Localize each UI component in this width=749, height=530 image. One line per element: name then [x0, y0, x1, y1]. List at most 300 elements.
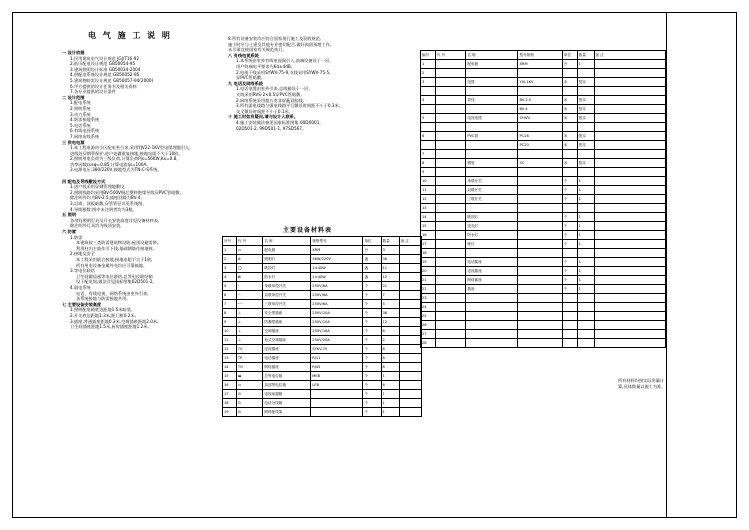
table-cell	[421, 87, 436, 96]
note-line: 1.电话电缆由室外引来,总线箱设于一层,	[236, 86, 310, 92]
table-cell: 9	[421, 168, 436, 177]
table-cell	[594, 123, 666, 132]
table-cell	[594, 285, 666, 294]
table-cell: ⊡	[236, 390, 263, 399]
table-cell	[594, 78, 666, 87]
table-cell	[594, 150, 666, 159]
table-cell	[399, 363, 421, 372]
table-row	[421, 123, 666, 132]
table-cell	[399, 327, 421, 336]
table-cell	[466, 330, 518, 339]
table-cell	[562, 339, 577, 348]
table-cell: 配电箱	[263, 246, 311, 255]
note-line: 3.等电位联结	[70, 268, 95, 274]
table-cell: 11	[421, 186, 436, 195]
table-cell	[577, 69, 594, 78]
table-row	[223, 372, 422, 381]
table-row	[421, 285, 666, 294]
note-line: 4.供配电系统设计规范 GB50052-95	[70, 72, 140, 78]
table-cell: 19	[223, 408, 237, 417]
note-line: 三 供电电源	[62, 139, 85, 145]
table-cell	[594, 213, 666, 222]
table-row	[421, 177, 666, 186]
note-line: 7.各专业提供的设计条件	[70, 89, 116, 95]
table-cell	[399, 255, 421, 264]
table-cell	[399, 291, 421, 300]
table-header-cell: 单位	[562, 51, 577, 60]
table-cell: ⊥	[236, 309, 263, 318]
table-cell: 个	[562, 258, 577, 267]
table-cell: 个	[363, 291, 381, 300]
table-cell: 电视插座	[263, 345, 311, 354]
note-line: 3.所有弱电线路与强电线路平行敷设时间距不小于0.3米,	[236, 103, 341, 109]
table-cell: 2	[421, 69, 436, 78]
note-line: 四 配电及导线敷设方式	[62, 178, 106, 184]
note-line: 1.进户线采用穿钢管埋地敷设,	[70, 184, 126, 190]
note-line: 3.建筑照明设计标准 GB50034-2004	[70, 66, 141, 72]
table-row	[421, 60, 666, 69]
table-cell	[399, 309, 421, 318]
table-cell: 12	[223, 345, 237, 354]
table-cell: 19	[421, 258, 436, 267]
table-row	[421, 186, 666, 195]
table-row	[421, 213, 666, 222]
table-cell	[435, 213, 466, 222]
note-line: 1.防雷	[70, 234, 83, 240]
table-cell	[518, 222, 562, 231]
table-cell	[518, 285, 562, 294]
table-cell: 36	[381, 309, 399, 318]
table-cell: 6	[223, 291, 237, 300]
table-cell: 个	[562, 186, 577, 195]
table-cell: 4	[421, 96, 436, 105]
table-cell: 导线	[466, 96, 518, 105]
table-cell	[399, 318, 421, 327]
table-cell	[594, 69, 666, 78]
table-cell: BV-2.5	[518, 96, 562, 105]
table-cell: 1	[577, 60, 594, 69]
table-cell	[518, 330, 562, 339]
table-cell: 按实	[577, 78, 594, 87]
table-cell	[518, 258, 562, 267]
note-line: 除注明外灯具均为吸顶安装。	[70, 223, 125, 229]
table-cell	[466, 69, 518, 78]
table-cell: 个	[562, 276, 577, 285]
table-cell: 电话插座	[466, 258, 518, 267]
table-cell: 1	[577, 213, 594, 222]
table-cell	[518, 87, 562, 96]
table-cell	[577, 204, 594, 213]
table-cell	[421, 123, 436, 132]
note-line: 3.沿墙、顶板暗敷,穿管管径详见系统图。	[70, 201, 147, 207]
table-cell	[399, 273, 421, 282]
table-cell: 1	[421, 60, 436, 69]
table-cell: 插座	[466, 285, 518, 294]
table-cell: 9	[223, 318, 237, 327]
table-cell: ⊥	[236, 336, 263, 345]
table-cell: 防水灯	[263, 273, 311, 282]
table-cell	[435, 114, 466, 123]
table-cell: 个	[363, 399, 381, 408]
table-row	[223, 246, 422, 255]
table-cell	[594, 294, 666, 303]
table-cell: 1	[381, 399, 399, 408]
note-line: 利用柱内主筋作引下线,基础钢筋作接地体,	[76, 245, 155, 251]
table-cell	[577, 294, 594, 303]
table-row	[223, 354, 422, 363]
table-row	[223, 390, 422, 399]
table-cell: SYWV	[518, 114, 562, 123]
table-cell	[518, 186, 562, 195]
table-cell: 18	[421, 249, 436, 258]
table-cell: 吸顶灯	[466, 213, 518, 222]
table-header-cell: 备 注	[594, 51, 666, 60]
table-row	[421, 141, 666, 150]
table-cell	[435, 303, 466, 312]
table-cell	[435, 60, 466, 69]
table-cell: RJ11	[311, 354, 363, 363]
table-cell: 250V/10A	[311, 309, 363, 318]
table-cell: 16	[223, 381, 237, 390]
table-cell: 23	[421, 294, 436, 303]
table-cell	[399, 390, 421, 399]
table-cell	[435, 204, 466, 213]
table-cell: 8	[381, 327, 399, 336]
note-line: 交叉敷设时间距不小于0.1米。	[236, 108, 293, 114]
table-cell	[435, 249, 466, 258]
table-cell: 7	[381, 291, 399, 300]
table-cell	[594, 186, 666, 195]
table-cell	[435, 150, 466, 159]
table-cell	[435, 168, 466, 177]
table-cell: 6	[381, 381, 399, 390]
table-row	[223, 327, 422, 336]
table-cell	[435, 132, 466, 141]
table-cell: 个	[363, 300, 381, 309]
table-cell	[562, 87, 577, 96]
table-cell	[466, 204, 518, 213]
table-row	[223, 408, 422, 417]
note-line: 2.照明线路均采用BV-500V铜芯塑料绝缘导线穿PVC管暗敷,	[70, 189, 181, 195]
note-line: 6.甲方提供的设计任务书及相关资料	[70, 83, 137, 89]
table-cell: 12	[381, 273, 399, 282]
table-cell: 个	[562, 267, 577, 276]
table-cell: 28	[421, 339, 436, 348]
table-cell: 250V/6A	[311, 282, 363, 291]
table-cell	[435, 321, 466, 330]
table-cell	[518, 267, 562, 276]
table-cell: 钢管	[466, 159, 518, 168]
table-cell: 双联单控开关	[263, 291, 311, 300]
table-row	[421, 195, 666, 204]
table-cell: 电视电缆	[466, 114, 518, 123]
table-cell: 21	[421, 276, 436, 285]
table-cell	[518, 213, 562, 222]
table-header-cell: 编号	[421, 51, 436, 60]
table-cell	[466, 312, 518, 321]
table-cell: ◯	[236, 264, 263, 273]
note-line: 4.导线根数:图中未注明者均为3根。	[70, 206, 137, 212]
table-cell	[399, 372, 421, 381]
table-cell	[518, 240, 562, 249]
table-cell: 台	[562, 60, 577, 69]
table-cell	[435, 123, 466, 132]
table-cell: 电话插座	[263, 354, 311, 363]
table-cell	[518, 276, 562, 285]
note-line: 进线处穿钢管保护,进户处做重复接地,接地电阻不大于10欧。	[70, 150, 183, 156]
table-cell: 2	[381, 336, 399, 345]
table-cell: 11	[223, 336, 237, 345]
table-header-cell: 型号规格	[518, 51, 562, 60]
table-cell: 壁灯	[466, 240, 518, 249]
note-line: 2.照明系统	[70, 105, 91, 111]
table-row	[223, 273, 422, 282]
note-line: 1.本工程电源由小区配电室引来,采用YJV22-1KV型电缆埋地引入,	[70, 145, 191, 151]
table-cell: 7	[421, 150, 436, 159]
table-cell: 个	[363, 381, 381, 390]
table-cell: ⊡	[236, 408, 263, 417]
table-row	[421, 303, 666, 312]
table-cell	[435, 222, 466, 231]
table-cell	[435, 159, 466, 168]
table-cell	[311, 399, 363, 408]
table-cell	[562, 204, 577, 213]
table-cell: 按实	[577, 159, 594, 168]
table-cell	[594, 141, 666, 150]
note-line: 九 电话及网络系统	[228, 80, 263, 86]
table-cell: 1	[381, 390, 399, 399]
table-cell: 12	[421, 195, 436, 204]
table-cell	[594, 177, 666, 186]
table-cell: 1	[577, 285, 594, 294]
note-line: 用户终端电平要求为64±4dB,	[236, 63, 293, 69]
note-line: 2.网络系统采用超五类非屏蔽双绞线,	[236, 97, 305, 103]
table-cell: 照明灯	[263, 255, 311, 264]
table-cell: 250V/10A	[311, 318, 363, 327]
table-cell: 总等电位箱	[263, 372, 311, 381]
note-line: 5.建筑物防雷设计规范 GB50057-94(2000)	[70, 77, 154, 83]
table-cell	[594, 249, 666, 258]
table-cell: 12	[381, 318, 399, 327]
note-line: 十 施工时如有疑问,请与设计人联系。	[228, 114, 299, 120]
table-cell	[466, 294, 518, 303]
table-cell	[562, 123, 577, 132]
table-cell	[562, 321, 577, 330]
table-cell: 5	[421, 114, 436, 123]
table-cell: 网络配线架	[263, 408, 311, 417]
table-cell: 1	[577, 240, 594, 249]
table-row	[421, 222, 666, 231]
table-cell: 配电箱	[466, 60, 518, 69]
table-cell	[399, 345, 421, 354]
table-cell: 36	[381, 255, 399, 264]
table-cell: 250V/16A	[311, 327, 363, 336]
table-cell: 单联单控开关	[263, 282, 311, 291]
table-cell	[435, 339, 466, 348]
table-cell: 米	[562, 132, 577, 141]
table-row	[421, 249, 666, 258]
table-cell: 22	[421, 285, 436, 294]
table-cell: 8	[223, 309, 237, 318]
table-cell	[399, 399, 421, 408]
table-cell: 1	[381, 408, 399, 417]
table-cell: 个	[363, 408, 381, 417]
table-row	[421, 78, 666, 87]
table-cell	[518, 231, 562, 240]
table-cell	[577, 321, 594, 330]
table-cell: 16	[421, 231, 436, 240]
table-cell: 8	[421, 159, 436, 168]
table-row	[223, 264, 422, 273]
table-cell	[594, 258, 666, 267]
note-line: 功率因数cosφ=0.85,计算电流Ijs=100A。	[70, 161, 151, 167]
table-cell: 4	[223, 273, 237, 282]
table-cell	[435, 78, 466, 87]
table-cell: ᐩᐩᐩ	[236, 300, 263, 309]
note-line: 设于配电间,做法详见国标图集02D501-2。	[76, 279, 157, 285]
table-cell	[435, 330, 466, 339]
table-cell	[518, 69, 562, 78]
table-cell: 8	[381, 363, 399, 372]
table-cell: 吸顶灯	[263, 264, 311, 273]
table-cell	[562, 249, 577, 258]
table-cell	[399, 282, 421, 291]
table-row	[421, 96, 666, 105]
table-cell	[399, 354, 421, 363]
table-cell	[518, 339, 562, 348]
table-cell: MEB	[311, 372, 363, 381]
note-line: 4.防雷接地系统	[70, 117, 100, 123]
table-cell	[577, 150, 594, 159]
table-cell: 单联开关	[466, 177, 518, 186]
table-cell: 10	[223, 327, 237, 336]
table-cell: 盏	[363, 255, 381, 264]
table-cell	[466, 249, 518, 258]
table-cell	[518, 294, 562, 303]
table-header-cell: 名 称	[466, 51, 518, 60]
note-line: 5.电话系统	[70, 122, 91, 128]
table-cell: ⊡	[236, 399, 263, 408]
table-cell: PC20	[518, 141, 562, 150]
table-cell: 17	[421, 240, 436, 249]
table-cell: 21	[381, 282, 399, 291]
table-cell: ▭	[236, 246, 263, 255]
table-cell: 1×40W	[311, 273, 363, 282]
table-cell: 防水灯	[466, 231, 518, 240]
table-cell	[435, 276, 466, 285]
table-cell: 1	[577, 186, 594, 195]
table-cell: 20	[421, 267, 436, 276]
table-cell: 柜式空调插座	[263, 336, 311, 345]
table-row	[223, 291, 422, 300]
table-cell: 个	[363, 327, 381, 336]
table-cell	[435, 285, 466, 294]
table-cell: 个	[363, 309, 381, 318]
table-cell: SC	[518, 159, 562, 168]
table-row	[223, 300, 422, 309]
table-cell	[562, 150, 577, 159]
material-note: 所有材料均按实际用量计算,具体数量以施工为准。	[618, 378, 666, 389]
note-line: 穿PVC管暗敷。	[236, 75, 266, 81]
table-row	[421, 168, 666, 177]
table-cell	[399, 264, 421, 273]
table-cell: 10	[421, 177, 436, 186]
table-cell	[435, 186, 466, 195]
table-row	[421, 276, 666, 285]
note-line: 所有用电设备金属外壳均应可靠接地。	[76, 262, 148, 268]
table-cell: 1	[381, 372, 399, 381]
table-cell	[594, 240, 666, 249]
table-cell: 个	[363, 336, 381, 345]
table-cell	[399, 300, 421, 309]
table-cell: 三联单控开关	[263, 300, 311, 309]
table-cell: 安全型插座	[263, 309, 311, 318]
table-cell	[435, 312, 466, 321]
table-cell: 按实	[577, 141, 594, 150]
table-cell: 电缆	[466, 78, 518, 87]
table-cell	[518, 303, 562, 312]
table-cell	[518, 123, 562, 132]
table-cell: 个	[562, 285, 577, 294]
table-cell	[435, 105, 466, 114]
table-cell: 个	[363, 345, 381, 354]
table-cell: 5	[223, 282, 237, 291]
table-cell: 个	[363, 318, 381, 327]
material-table	[420, 50, 666, 348]
table-cell: PVC管	[466, 132, 518, 141]
table-row	[223, 345, 422, 354]
table-cell: 电话分线箱	[263, 399, 311, 408]
table-cell: 个	[562, 222, 577, 231]
table-cell: 米	[562, 114, 577, 123]
table-header-cell: 序号	[223, 237, 237, 246]
table-row	[421, 150, 666, 159]
table-cell: 25	[421, 312, 436, 321]
table-cell	[399, 381, 421, 390]
table-cell: 36W/220V	[311, 255, 363, 264]
table-row	[421, 114, 666, 123]
table-header-cell: 备 注	[399, 237, 421, 246]
table-cell	[577, 87, 594, 96]
table-cell	[435, 177, 466, 186]
table-cell	[577, 249, 594, 258]
note-line: 8.所有设备安装均应符合国家现行施工及验收规范,	[228, 36, 322, 41]
table-header-cell: 代 号	[435, 51, 466, 60]
note-line: 八 有线电视系统	[228, 52, 259, 58]
table-cell	[562, 303, 577, 312]
table-cell: ▭	[236, 381, 263, 390]
table-row	[223, 309, 422, 318]
table-cell	[577, 123, 594, 132]
table-row	[421, 204, 666, 213]
note-line: 本工程采用联合接地,接地电阻不大于1欧,	[76, 256, 153, 262]
note-line: 6.有线电视系统	[70, 128, 100, 134]
table-cell: 台	[363, 246, 381, 255]
table-cell: 米	[562, 105, 577, 114]
table-cell: 个	[562, 231, 577, 240]
table-cell	[435, 294, 466, 303]
table-cell: ᐩᐩ	[236, 291, 263, 300]
table-cell	[466, 168, 518, 177]
table-cell	[594, 60, 666, 69]
table-cell	[435, 258, 466, 267]
table-cell: 5	[381, 300, 399, 309]
note-line: 各房间照明灯具及开关安装高度详见设备材料表,	[70, 217, 160, 223]
table-row	[421, 105, 666, 114]
note-line: 一 设计依据	[62, 50, 85, 55]
note-line: 2.开关底边距地1.3米,距门框0.2米,	[70, 312, 137, 318]
table-cell	[594, 267, 666, 276]
